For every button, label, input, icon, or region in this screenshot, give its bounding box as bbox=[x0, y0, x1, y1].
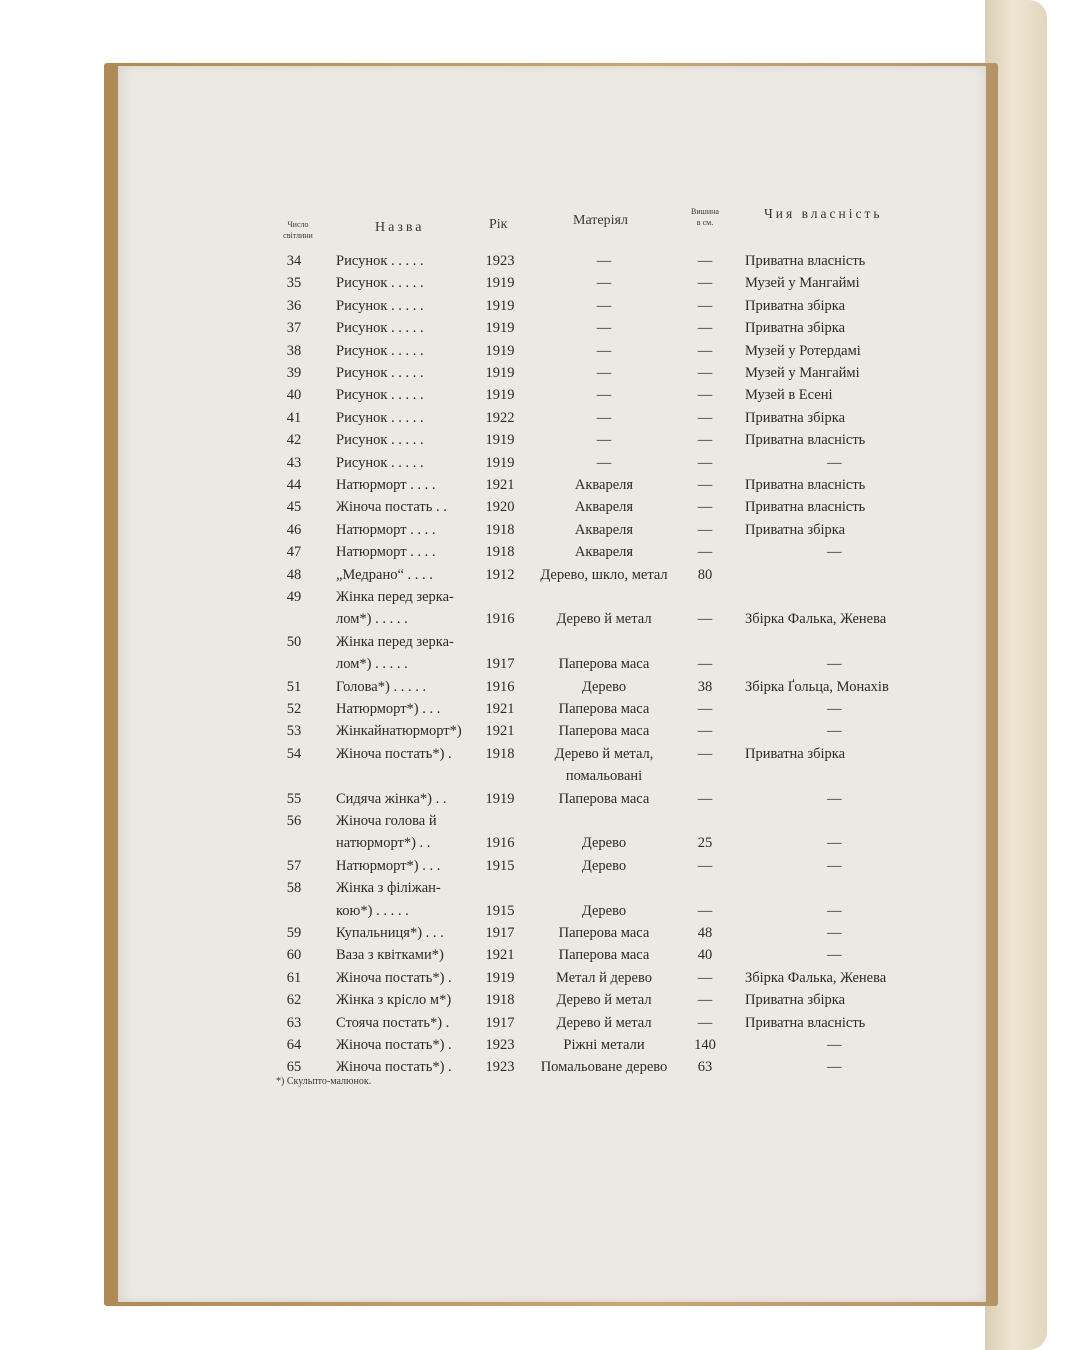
row-year: 1919 bbox=[485, 297, 515, 314]
row-number: 42 bbox=[286, 432, 302, 449]
row-number: 36 bbox=[286, 297, 302, 314]
row-owner: — bbox=[827, 902, 842, 919]
row-height: — bbox=[697, 409, 713, 426]
row-number: 51 bbox=[286, 678, 302, 695]
row-material: Акварeля bbox=[574, 521, 634, 538]
table-row bbox=[118, 678, 986, 700]
row-year: 1915 bbox=[485, 902, 515, 919]
row-year: 1915 bbox=[485, 857, 515, 874]
row-number: 49 bbox=[286, 589, 302, 605]
row-title: Жіноча постать*) . bbox=[336, 745, 452, 762]
row-material: Паперова маса bbox=[558, 723, 650, 740]
row-title: Жіноча постать*) . bbox=[336, 1037, 452, 1053]
row-title: „Медрано“ . . . . bbox=[336, 566, 433, 583]
row-material: Акварeля bbox=[574, 544, 634, 561]
row-material: Акварeля bbox=[574, 499, 634, 516]
row-owner: Музей у Ротердамі bbox=[745, 342, 861, 359]
row-year: 1921 bbox=[485, 723, 515, 740]
row-height: — bbox=[697, 723, 713, 740]
row-number: 38 bbox=[286, 342, 302, 359]
row-material: Дерево bbox=[581, 678, 627, 695]
table-row bbox=[118, 700, 986, 722]
row-title: Рисунок . . . . . bbox=[336, 253, 424, 269]
row-height: — bbox=[697, 611, 713, 628]
row-title: Купальниця*) . . . bbox=[336, 925, 444, 941]
row-title: Натюрморт . . . . bbox=[336, 544, 436, 561]
row-year: 1918 bbox=[485, 992, 515, 1009]
row-number: 55 bbox=[286, 790, 302, 807]
row-height: — bbox=[697, 701, 713, 717]
table-row bbox=[118, 969, 986, 991]
row-material: — bbox=[596, 432, 612, 449]
table-row bbox=[118, 386, 986, 408]
table-row bbox=[118, 767, 986, 789]
row-year: 1916 bbox=[485, 611, 515, 628]
row-height: — bbox=[697, 477, 713, 493]
row-title: Жінка з філіжан- bbox=[336, 880, 441, 897]
row-year: 1918 bbox=[485, 544, 515, 561]
header-material: Матеріял bbox=[573, 213, 628, 228]
row-number: 57 bbox=[286, 857, 302, 874]
row-title: Рисунок . . . . . bbox=[336, 387, 424, 404]
row-owner: — bbox=[827, 701, 842, 717]
row-height: — bbox=[697, 387, 713, 404]
row-height: — bbox=[697, 365, 713, 381]
row-year: 1921 bbox=[485, 701, 515, 717]
row-material: Метал й дерево bbox=[556, 969, 652, 986]
row-height: 38 bbox=[697, 678, 713, 695]
row-year: 1918 bbox=[485, 745, 515, 762]
row-number: 47 bbox=[286, 544, 302, 561]
table-row bbox=[118, 633, 986, 655]
row-title: лом*) . . . . . bbox=[336, 656, 408, 673]
row-owner: — bbox=[827, 790, 842, 807]
row-year: 1918 bbox=[485, 521, 515, 538]
table-row bbox=[118, 745, 986, 767]
header-height-line2: в см. bbox=[696, 218, 714, 227]
row-material: — bbox=[596, 342, 612, 359]
row-material: Дерево й метал bbox=[556, 992, 652, 1009]
table-row bbox=[118, 879, 986, 901]
row-title: Рисунок . . . . . bbox=[336, 342, 424, 359]
row-owner: Музей у Мангаймі bbox=[745, 275, 860, 292]
row-material: Паперова маса bbox=[558, 925, 650, 941]
row-height: — bbox=[697, 857, 713, 874]
row-year: 1923 bbox=[485, 1037, 515, 1053]
row-title: лом*) . . . . . bbox=[336, 611, 408, 628]
row-owner: Приватна збірка bbox=[745, 992, 845, 1009]
header-height-line1: Вишина bbox=[691, 207, 719, 216]
row-number: 63 bbox=[286, 1014, 302, 1031]
table-row bbox=[118, 521, 986, 543]
row-owner: — bbox=[827, 656, 842, 673]
row-year: 1919 bbox=[485, 320, 515, 337]
row-title: Ваза з квітками*) bbox=[336, 947, 444, 964]
row-title: кою*) . . . . . bbox=[336, 902, 409, 919]
row-owner: Збірка Фалька, Женева bbox=[745, 611, 887, 628]
table-row bbox=[118, 924, 986, 946]
row-material: — bbox=[596, 297, 612, 314]
row-owner: Музей в Есені bbox=[745, 387, 833, 404]
row-owner: Приватна власність bbox=[745, 253, 866, 269]
row-material: Паперова маса bbox=[558, 656, 650, 673]
row-year: 1916 bbox=[485, 678, 515, 695]
row-number: 48 bbox=[286, 566, 302, 583]
row-title: Жіноча голова й bbox=[336, 813, 437, 829]
table-row bbox=[118, 1058, 986, 1080]
row-height: — bbox=[697, 790, 713, 807]
table-row bbox=[118, 342, 986, 364]
row-number: 50 bbox=[286, 633, 302, 650]
row-height: 80 bbox=[697, 566, 713, 583]
header-number-line1: Число bbox=[287, 220, 309, 229]
row-material: помальовані bbox=[565, 768, 643, 785]
table-row bbox=[118, 655, 986, 677]
row-number: 54 bbox=[286, 745, 302, 762]
table-row bbox=[118, 274, 986, 296]
row-height: — bbox=[697, 499, 713, 516]
header-name: Назва bbox=[375, 220, 425, 235]
row-owner: Приватна власність bbox=[745, 1014, 866, 1031]
row-year: 1917 bbox=[485, 925, 515, 941]
row-number: 52 bbox=[286, 701, 302, 717]
header-height bbox=[684, 206, 726, 228]
table-row bbox=[118, 409, 986, 431]
table-row bbox=[118, 610, 986, 632]
row-number: 41 bbox=[286, 409, 302, 426]
row-number: 35 bbox=[286, 275, 302, 292]
row-title: натюрморт*) . . bbox=[336, 835, 431, 852]
row-owner: Збірка Фалька, Женева bbox=[745, 969, 887, 986]
row-owner: Приватна збірка bbox=[745, 745, 845, 762]
row-year: 1917 bbox=[485, 656, 515, 673]
book-page bbox=[118, 66, 986, 1302]
table-row bbox=[118, 297, 986, 319]
row-height: — bbox=[697, 745, 713, 762]
row-material: Паперова маса bbox=[558, 947, 650, 964]
row-material: — bbox=[596, 454, 612, 471]
row-year: 1923 bbox=[485, 1059, 515, 1076]
table-row bbox=[118, 946, 986, 968]
row-title: Рисунок . . . . . bbox=[336, 432, 424, 449]
row-owner: Музей у Мангаймі bbox=[745, 365, 860, 381]
row-title: Жінка перед зерка- bbox=[336, 633, 454, 650]
row-number: 60 bbox=[286, 947, 302, 964]
header-year: Рік bbox=[489, 217, 508, 232]
table-row bbox=[118, 790, 986, 812]
row-owner: Збірка Ґольца, Монахів bbox=[745, 678, 889, 695]
table-row bbox=[118, 991, 986, 1013]
row-material: — bbox=[596, 409, 612, 426]
row-title: Натюрморт*) . . . bbox=[336, 857, 441, 874]
row-owner: — bbox=[827, 925, 842, 941]
row-title: Сидяча жінка*) . . bbox=[336, 790, 447, 807]
row-material: — bbox=[596, 253, 612, 269]
row-year: 1919 bbox=[485, 969, 515, 986]
row-height: 63 bbox=[697, 1059, 713, 1076]
table-row bbox=[118, 319, 986, 341]
row-height: — bbox=[697, 656, 713, 673]
table-row bbox=[118, 566, 986, 588]
row-number: 34 bbox=[286, 253, 302, 269]
row-number: 39 bbox=[286, 365, 302, 381]
row-owner: — bbox=[827, 544, 842, 561]
row-year: 1917 bbox=[485, 1014, 515, 1031]
row-material: Дерево bbox=[581, 835, 627, 852]
row-number: 62 bbox=[286, 992, 302, 1009]
row-height: 48 bbox=[697, 925, 713, 941]
row-title: Жіноча постать . . bbox=[336, 499, 447, 516]
table-row bbox=[118, 1014, 986, 1036]
row-owner: Приватна збірка bbox=[745, 409, 845, 426]
row-title: Жіноча постать*) . bbox=[336, 1059, 452, 1076]
row-number: 44 bbox=[286, 477, 302, 493]
row-material: — bbox=[596, 365, 612, 381]
table-row bbox=[118, 454, 986, 476]
row-owner: — bbox=[827, 857, 842, 874]
table-row bbox=[118, 902, 986, 924]
row-height: — bbox=[697, 1014, 713, 1031]
row-title: Рисунок . . . . . bbox=[336, 409, 424, 426]
row-material: Дерево й метал bbox=[556, 1014, 652, 1031]
row-title: Рисунок . . . . . bbox=[336, 365, 424, 381]
row-height: — bbox=[697, 275, 713, 292]
row-year: 1919 bbox=[485, 365, 515, 381]
row-year: 1923 bbox=[485, 253, 515, 269]
row-title: Жінкайнатюрморт*) bbox=[336, 723, 462, 740]
row-material: Паперова маса bbox=[558, 790, 650, 807]
row-height: 140 bbox=[694, 1037, 716, 1053]
row-title: Жінка перед зерка- bbox=[336, 589, 454, 605]
table-row bbox=[118, 857, 986, 879]
row-year: 1920 bbox=[485, 499, 515, 516]
row-title: Натюрморт*) . . . bbox=[336, 701, 441, 717]
row-number: 64 bbox=[286, 1037, 302, 1053]
row-height: — bbox=[697, 342, 713, 359]
row-year: 1919 bbox=[485, 275, 515, 292]
row-owner: Приватна власність bbox=[745, 499, 866, 516]
row-material: Дерево bbox=[581, 857, 627, 874]
row-material: Дерево bbox=[581, 902, 627, 919]
row-title: Рисунок . . . . . bbox=[336, 454, 424, 471]
row-material: Паперова маса bbox=[558, 701, 650, 717]
row-material: Дерево й метал, bbox=[554, 745, 654, 762]
table-row bbox=[118, 364, 986, 386]
row-number: 59 bbox=[286, 925, 302, 941]
row-number: 56 bbox=[286, 813, 302, 829]
table-row bbox=[118, 834, 986, 856]
row-material: Дерево, шкло, метал bbox=[540, 566, 668, 583]
row-number: 58 bbox=[286, 880, 302, 897]
row-number: 46 bbox=[286, 521, 302, 538]
row-height: 25 bbox=[697, 835, 713, 852]
row-title: Натюрморт . . . . bbox=[336, 477, 436, 493]
table-row bbox=[118, 812, 986, 834]
table-row bbox=[118, 252, 986, 274]
row-title: Голова*) . . . . . bbox=[336, 678, 427, 695]
table-row bbox=[118, 498, 986, 520]
row-number: 53 bbox=[286, 723, 302, 740]
row-height: — bbox=[697, 992, 713, 1009]
row-height: — bbox=[697, 521, 713, 538]
row-owner: Приватна власність bbox=[745, 477, 866, 493]
row-owner: — bbox=[827, 723, 842, 740]
row-height: — bbox=[697, 544, 713, 561]
row-year: 1919 bbox=[485, 790, 515, 807]
row-title: Рисунок . . . . . bbox=[336, 320, 424, 337]
row-year: 1921 bbox=[485, 477, 515, 493]
table-row bbox=[118, 476, 986, 498]
row-title: Рисунок . . . . . bbox=[336, 275, 424, 292]
row-material: — bbox=[596, 275, 612, 292]
row-owner: — bbox=[827, 1037, 842, 1053]
row-owner: Приватна збірка bbox=[745, 320, 845, 337]
row-height: — bbox=[697, 902, 713, 919]
row-owner: — bbox=[827, 1059, 842, 1076]
footnote: *) Скульпто-малюнок. bbox=[276, 1076, 372, 1087]
row-number: 43 bbox=[286, 454, 302, 471]
row-owner: Приватна власність bbox=[745, 432, 866, 449]
row-year: 1919 bbox=[485, 387, 515, 404]
row-year: 1919 bbox=[485, 454, 515, 471]
row-height: — bbox=[697, 320, 713, 337]
row-height: — bbox=[697, 253, 713, 269]
row-height: — bbox=[697, 969, 713, 986]
table-row bbox=[118, 722, 986, 744]
table-row bbox=[118, 543, 986, 565]
header-owner: Чия власність bbox=[764, 206, 883, 221]
row-owner: — bbox=[827, 835, 842, 852]
row-year: 1919 bbox=[485, 342, 515, 359]
row-height: — bbox=[697, 432, 713, 449]
row-height: 40 bbox=[697, 947, 713, 964]
table-row bbox=[118, 431, 986, 453]
row-title: Рисунок . . . . . bbox=[336, 297, 424, 314]
row-number: 65 bbox=[286, 1059, 302, 1076]
table-row bbox=[118, 588, 986, 610]
row-title: Стояча постать*) . bbox=[336, 1014, 450, 1031]
row-year: 1916 bbox=[485, 835, 515, 852]
row-owner: — bbox=[827, 947, 842, 964]
row-year: 1922 bbox=[485, 409, 515, 426]
row-owner: — bbox=[827, 454, 842, 471]
row-number: 61 bbox=[286, 969, 302, 986]
row-material: Помальоване дерево bbox=[540, 1059, 668, 1076]
row-year: 1912 bbox=[485, 566, 515, 583]
row-height: — bbox=[697, 297, 713, 314]
row-number: 45 bbox=[286, 499, 302, 516]
row-year: 1919 bbox=[485, 432, 515, 449]
row-material: — bbox=[596, 320, 612, 337]
row-material: Акварeля bbox=[574, 477, 634, 493]
row-material: — bbox=[596, 387, 612, 404]
row-title: Жінка з крісло м*) bbox=[336, 992, 452, 1009]
row-owner: Приватна збірка bbox=[745, 297, 845, 314]
header-number bbox=[278, 219, 318, 241]
row-year: 1921 bbox=[485, 947, 515, 964]
row-number: 40 bbox=[286, 387, 302, 404]
row-number: 37 bbox=[286, 320, 302, 337]
row-owner: Приватна збірка bbox=[745, 521, 845, 538]
row-height: — bbox=[697, 454, 713, 471]
row-title: Жіноча постать*) . bbox=[336, 969, 452, 986]
header-number-line2: світлини bbox=[283, 231, 313, 240]
table-row bbox=[118, 1036, 986, 1058]
row-title: Натюрморт . . . . bbox=[336, 521, 436, 538]
row-material: Дерево й метал bbox=[556, 611, 652, 628]
row-material: Ріжні метали bbox=[563, 1037, 645, 1053]
